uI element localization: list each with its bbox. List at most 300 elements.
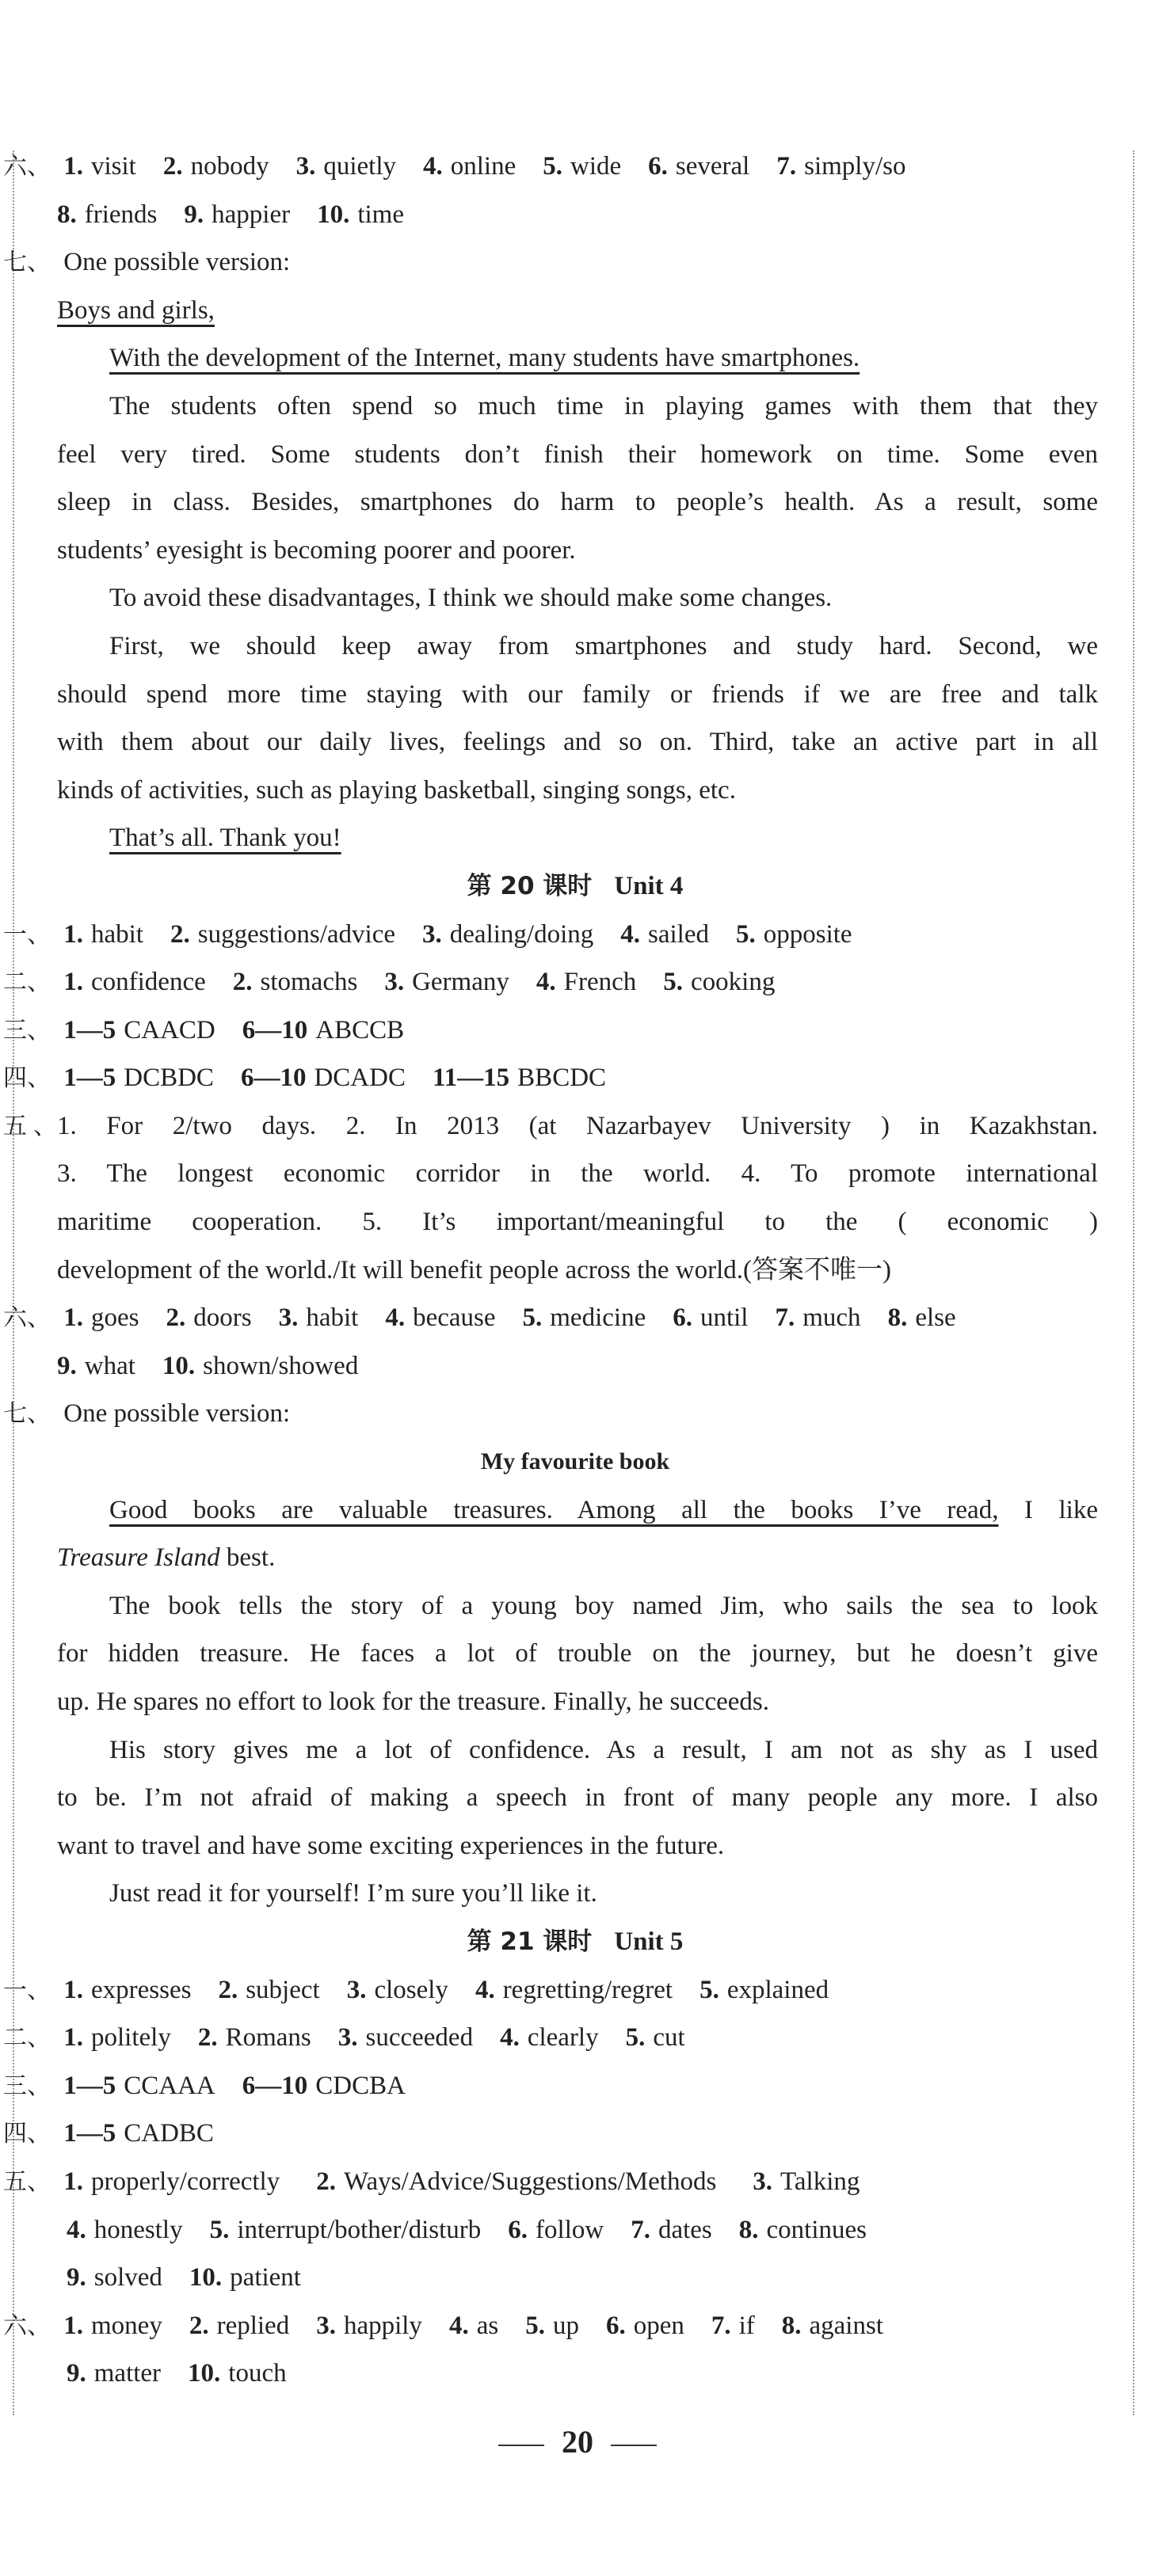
item-answer: simply/so — [804, 152, 906, 181]
section-mark: 一、 — [3, 1976, 51, 2004]
item-number: 4. — [500, 2023, 520, 2053]
item-number: 2. — [218, 1975, 238, 2004]
item-number: 6. — [508, 2215, 528, 2244]
item-answer: as — [476, 2311, 499, 2340]
item-number: 4. — [536, 968, 556, 997]
essay-line: The students often spend so much time in playing games with them that they — [109, 391, 1098, 420]
section-mark: 三、 — [3, 2072, 51, 2100]
item-number: 7. — [631, 2215, 650, 2244]
lesson20-section-three — [3, 1006, 1098, 1055]
essay-text: best. — [219, 1543, 276, 1573]
answer-item — [242, 1016, 404, 1044]
essay-line: sleep in class. Besides, smartphones do harm to people’s health. As a result, some — [57, 488, 1098, 517]
item-answer: several — [675, 152, 750, 181]
answer-item — [776, 152, 905, 181]
item-answer: closely — [374, 1975, 448, 2004]
lesson-label: 第 20 课时 — [467, 871, 593, 900]
item-number: 4. — [423, 152, 443, 181]
answer-item — [63, 920, 143, 949]
item-answer: properly/correctly — [91, 2167, 280, 2196]
item-answer: habit — [306, 1303, 359, 1333]
item-answer: Germany — [412, 968, 509, 997]
answer-item — [63, 2167, 280, 2196]
essay-closing — [52, 814, 1098, 862]
answer-item — [523, 1303, 646, 1332]
answer-item — [163, 152, 269, 181]
item-answer: solved — [93, 2263, 162, 2293]
answer-list — [63, 2167, 896, 2196]
section-mark: 四、 — [3, 2120, 51, 2148]
item-answer: doors — [193, 1303, 252, 1333]
item-number: 2. — [170, 919, 190, 949]
section-mark: 六、 — [3, 153, 51, 181]
answer-list — [57, 1352, 385, 1380]
answer-item — [699, 1976, 829, 2004]
lesson21-section-two — [3, 2014, 1098, 2062]
item-number: 8. — [887, 1303, 908, 1333]
item-answer: CAACD — [124, 1015, 215, 1044]
answer-item — [63, 152, 136, 181]
answer-list — [63, 968, 802, 996]
section-mark: 二、 — [3, 2024, 51, 2053]
answer-item — [67, 2263, 162, 2292]
answer-item — [739, 2216, 867, 2244]
answer-item — [673, 1303, 748, 1332]
answer-list — [63, 1016, 431, 1044]
answer-item — [242, 2072, 406, 2100]
answer-line: 3. The longest economic corridor in the world. 4. To promote international — [57, 1159, 1098, 1189]
item-answer: CCAAA — [124, 2071, 215, 2100]
item-answer: shown/showed — [203, 1351, 359, 1380]
essay-paragraph-3: To avoid these disadvantages, I think we should make some changes. — [109, 584, 833, 613]
answer-item — [338, 2023, 473, 2052]
item-answer: up — [552, 2311, 579, 2340]
essay-line: The book tells the story of a young boy named Jim, who sails the sea to look — [109, 1591, 1098, 1620]
answer-item — [422, 920, 593, 949]
answer-item — [170, 920, 395, 949]
item-answer: quietly — [323, 152, 397, 181]
item-number: 5. — [625, 2023, 646, 2053]
answer-item — [63, 1016, 215, 1044]
unit-label: Unit 4 — [614, 871, 684, 900]
item-answer: sailed — [648, 919, 709, 949]
answer-item — [433, 1064, 606, 1092]
answer-list — [63, 2119, 241, 2148]
answer-item — [525, 2312, 579, 2340]
answer-line — [3, 1102, 1098, 1151]
answer-list — [63, 920, 879, 949]
essay-line: His story gives me a lot of confidence. As a result, I am not as shy as I used — [109, 1735, 1098, 1764]
lesson20-section-six-line2 — [52, 1342, 1098, 1391]
answer-item — [218, 1976, 319, 2004]
item-number: 6. — [648, 152, 668, 181]
item-number: 6. — [605, 2311, 626, 2340]
item-answer: politely — [91, 2023, 171, 2053]
item-number: 2. — [197, 2023, 218, 2053]
essay-paragraph-3 — [52, 1726, 1098, 1870]
answer-item — [63, 1064, 214, 1092]
item-number: 4. — [475, 1975, 495, 2004]
lesson21-section-six-line1 — [3, 2302, 1098, 2350]
answer-item — [475, 1976, 673, 2004]
answer-item — [385, 1303, 495, 1332]
item-answer: suggestions/advice — [197, 919, 396, 949]
item-number: 1—5 — [63, 2071, 116, 2100]
essay-paragraph-4: Just read it for yourself! I’m sure you’ll like it. — [109, 1879, 597, 1908]
underlined-sentence: With the development of the Internet, many students have smartphones. — [109, 344, 860, 373]
item-number: 1. — [63, 919, 83, 949]
answer-line: maritime cooperation. 5. It’s important/meaningful to the ( economic ) — [57, 1208, 1098, 1237]
item-number: 1. — [63, 2167, 83, 2196]
footer-dash — [498, 2445, 544, 2446]
section-mark: 五、 — [3, 1112, 57, 1140]
answer-item — [606, 2312, 684, 2340]
answer-item — [63, 2312, 162, 2340]
item-answer: follow — [536, 2215, 604, 2244]
answer-list — [63, 1976, 856, 2004]
answer-list — [67, 2263, 328, 2292]
item-answer: opposite — [763, 919, 852, 949]
item-answer: confidence — [91, 968, 206, 997]
item-number: 3. — [753, 2167, 773, 2196]
item-answer: what — [84, 1351, 135, 1380]
answer-item — [782, 2312, 883, 2340]
essay-line: First, we should keep away from smartphones and study hard. Second, we — [109, 631, 1098, 660]
essay-line: students’ eyesight is becoming poorer and poorer. — [57, 535, 576, 565]
answer-list — [63, 152, 932, 181]
section-mark: 三、 — [3, 1016, 51, 1044]
item-number: 1. — [63, 2023, 83, 2053]
item-number: 5. — [522, 1303, 543, 1333]
essay-paragraph-1 — [52, 334, 1098, 382]
item-number: 1—5 — [63, 1015, 116, 1044]
item-answer: cooking — [691, 968, 776, 997]
item-number: 2. — [166, 1303, 186, 1333]
item-answer: dealing/doing — [449, 919, 594, 949]
essay-line: up. He spares no effort to look for the treasure. Finally, he succeeds. — [57, 1688, 769, 1716]
item-number: 3. — [295, 152, 316, 181]
answer-item — [736, 920, 852, 949]
answer-item — [711, 2312, 755, 2340]
answer-item — [279, 1303, 359, 1332]
unit-label: Unit 5 — [614, 1927, 684, 1956]
essay-line: feel very tired. Some students don’t finish their homework on time. Some even — [57, 439, 1098, 469]
section-seven-intro — [3, 238, 1098, 287]
item-number: 2. — [162, 152, 183, 181]
item-number: 10. — [162, 1351, 196, 1380]
item-answer: regretting/regret — [502, 1975, 673, 2004]
item-number: 10. — [317, 200, 350, 229]
item-number: 3. — [346, 1975, 367, 2004]
item-answer: dates — [658, 2215, 712, 2244]
item-number: 1. — [63, 152, 83, 181]
lesson21-section-four — [3, 2110, 1098, 2158]
answer-list — [57, 200, 431, 229]
item-number: 5. — [663, 968, 684, 997]
answer-content — [3, 143, 1098, 2398]
item-answer: habit — [91, 919, 143, 949]
item-number: 9. — [184, 200, 204, 229]
item-answer: against — [809, 2311, 883, 2340]
answer-item — [184, 200, 290, 229]
answer-item — [63, 2072, 215, 2100]
item-answer: explained — [726, 1975, 829, 2004]
answer-item — [500, 2023, 599, 2052]
item-number: 8. — [57, 200, 77, 229]
item-number: 9. — [67, 2263, 86, 2293]
lesson20-section-five — [3, 1102, 1098, 1294]
essay-greeting — [52, 287, 1098, 335]
lesson20-section-six-line1 — [3, 1294, 1098, 1342]
item-number: 1—5 — [63, 1064, 116, 1093]
right-margin-dotted-line — [1133, 150, 1134, 2415]
item-number: 6—10 — [242, 1015, 308, 1044]
section-mark: 五、 — [3, 2167, 51, 2196]
answer-item — [423, 152, 516, 181]
item-answer: patient — [230, 2263, 301, 2293]
answer-item — [296, 152, 396, 181]
item-number: 8. — [738, 2215, 759, 2244]
item-number: 3. — [278, 1303, 299, 1333]
answer-item — [775, 1303, 860, 1332]
item-answer: touch — [228, 2359, 287, 2388]
item-number: 1. — [63, 1303, 83, 1333]
section-mark: 一、 — [3, 920, 51, 949]
item-number: 5. — [735, 919, 756, 949]
item-answer: French — [563, 968, 637, 997]
answer-item — [631, 2216, 712, 2244]
underlined-sentence: Good books are valuable treasures. Among all the books I’ve read, — [109, 1495, 999, 1524]
item-number: 1. — [63, 968, 83, 997]
item-answer: replied — [216, 2311, 290, 2340]
item-answer: wide — [570, 152, 622, 181]
item-answer: BBCDC — [517, 1064, 607, 1093]
item-answer: ABCCB — [315, 1015, 405, 1044]
lesson21-section-five-line2 — [52, 2206, 1098, 2254]
footer-dash — [611, 2445, 657, 2446]
answer-list — [63, 2312, 910, 2340]
item-answer: else — [915, 1303, 956, 1333]
item-answer: money — [91, 2311, 162, 2340]
lesson21-section-six-line2 — [52, 2350, 1098, 2398]
page-number: 20 — [562, 2424, 593, 2460]
essay-intro: One possible version: — [63, 1399, 291, 1429]
essay-paragraph-2 — [52, 382, 1098, 574]
item-answer: interrupt/bother/disturb — [237, 2215, 482, 2244]
item-number: 9. — [67, 2359, 86, 2388]
answer-item — [63, 1303, 139, 1332]
item-answer: goes — [91, 1303, 139, 1333]
answer-item — [347, 1976, 448, 2004]
essay-paragraph-1 — [52, 1486, 1098, 1535]
item-number: 10. — [189, 2263, 223, 2293]
answer-line: development of the world./It will benefit people across the world.(答案不唯一) — [57, 1255, 891, 1284]
item-answer: CDCBA — [315, 2071, 406, 2100]
item-number: 5. — [209, 2215, 230, 2244]
item-answer: online — [450, 152, 517, 181]
item-number: 8. — [781, 2311, 802, 2340]
section-mark: 六、 — [3, 1304, 51, 1333]
item-number: 4. — [448, 2311, 469, 2340]
item-answer: happier — [212, 200, 291, 229]
answer-item — [449, 2312, 498, 2340]
section-mark: 七、 — [3, 249, 51, 277]
essay-line: should spend more time staying with our family or friends if we are free and talk — [57, 679, 1098, 709]
item-number: 10. — [188, 2359, 221, 2388]
answer-item — [67, 2216, 183, 2244]
item-answer: friends — [84, 200, 158, 229]
answer-item — [316, 2312, 422, 2340]
item-number: 5. — [699, 1975, 719, 2004]
item-answer: nobody — [190, 152, 269, 181]
section-mark: 六、 — [3, 2312, 51, 2340]
lesson-label: 第 21 课时 — [467, 1927, 593, 1956]
essay-line: to be. I’m not afraid of making a speech in front of many people any more. I also — [57, 1783, 1098, 1813]
answer-item — [620, 920, 709, 949]
essay-paragraph-1-end — [52, 1534, 1098, 1582]
item-answer: stomachs — [260, 968, 358, 997]
item-number: 4. — [620, 919, 640, 949]
answer-item — [198, 2023, 311, 2052]
answer-item — [663, 968, 775, 996]
item-answer: visit — [91, 152, 136, 181]
item-answer: DCADC — [314, 1064, 406, 1093]
lesson-20-heading — [52, 862, 1098, 911]
answer-item — [241, 1064, 406, 1092]
answer-list — [63, 2023, 711, 2052]
closing-text: That’s all. Thank you! — [109, 824, 341, 853]
item-answer: expresses — [91, 1975, 192, 2004]
answer-list — [63, 1064, 633, 1092]
lesson20-section-two — [3, 958, 1098, 1006]
item-answer: because — [413, 1303, 496, 1333]
item-answer: matter — [93, 2359, 162, 2388]
lesson21-section-five-line3 — [52, 2254, 1098, 2302]
answer-item — [626, 2023, 685, 2052]
item-number: 3. — [337, 2023, 358, 2053]
answer-item — [189, 2263, 301, 2292]
essay-line: with them about our daily lives, feelings and so on. Third, take an active part in all — [57, 728, 1098, 757]
page-number-footer — [0, 2423, 1155, 2460]
answer-item — [888, 1303, 956, 1332]
item-answer: if — [738, 2311, 755, 2340]
item-number: 4. — [385, 1303, 406, 1333]
answer-item — [67, 2359, 161, 2388]
essay-paragraph-2 — [52, 1582, 1098, 1726]
answer-item — [316, 2167, 716, 2196]
answer-list — [67, 2216, 894, 2244]
section-six-line1 — [3, 143, 1098, 191]
answer-item — [57, 1352, 135, 1380]
answer-item — [57, 200, 157, 229]
essay-line: for hidden treasure. He faces a lot of trouble on the journey, but he doesn’t give — [57, 1639, 1098, 1669]
item-number: 11—15 — [432, 1064, 510, 1093]
item-number: 1—5 — [63, 2119, 116, 2148]
essay-line: want to travel and have some exciting experiences in the future. — [57, 1831, 725, 1860]
answer-item — [63, 968, 206, 996]
answer-item — [189, 2312, 289, 2340]
item-answer: cut — [653, 2023, 685, 2053]
item-number: 1. — [63, 2311, 83, 2340]
item-number: 5. — [525, 2311, 545, 2340]
lesson20-section-one — [3, 911, 1098, 959]
item-number: 7. — [711, 2311, 731, 2340]
answer-item — [753, 2167, 860, 2196]
item-answer: open — [633, 2311, 684, 2340]
answer-item — [63, 2119, 214, 2148]
answer-item — [384, 968, 509, 996]
item-number: 7. — [776, 152, 797, 181]
item-number: 2. — [232, 968, 253, 997]
item-answer: CADBC — [124, 2119, 214, 2148]
lesson20-section-seven-intro — [3, 1390, 1098, 1438]
lesson21-section-one — [3, 1966, 1098, 2015]
item-answer: Talking — [780, 2167, 860, 2196]
item-number: 4. — [67, 2215, 86, 2244]
item-answer: Ways/Advice/Suggestions/Methods — [343, 2167, 717, 2196]
item-answer: until — [699, 1303, 749, 1333]
answer-list — [63, 1303, 982, 1332]
answer-item — [162, 1352, 358, 1380]
section-mark: 二、 — [3, 968, 51, 997]
item-number: 3. — [422, 919, 442, 949]
essay-intro: One possible version: — [63, 248, 291, 277]
answer-item — [536, 968, 636, 996]
answer-text: 1. For 2/two days. 2. In 2013 (at Nazarbayev University ) in Kazakhstan. — [57, 1111, 1098, 1140]
item-number: 7. — [775, 1303, 795, 1333]
item-answer: continues — [766, 2215, 867, 2244]
section-mark: 七、 — [3, 1400, 51, 1429]
book-title: Treasure Island — [57, 1543, 220, 1573]
item-answer: DCBDC — [124, 1064, 214, 1093]
item-answer: time — [357, 200, 404, 229]
item-answer: medicine — [550, 1303, 646, 1333]
item-number: 2. — [316, 2167, 336, 2196]
lesson-21-heading — [52, 1918, 1098, 1966]
item-answer: subject — [246, 1975, 320, 2004]
item-number: 6—10 — [240, 1064, 307, 1093]
answer-item — [63, 1976, 191, 2004]
answer-item — [210, 2216, 482, 2244]
item-number: 6. — [673, 1303, 692, 1333]
answer-item — [188, 2359, 287, 2388]
item-answer: Romans — [225, 2023, 311, 2053]
essay-paragraph-4 — [52, 622, 1098, 814]
answer-list — [63, 2072, 433, 2100]
answer-item — [166, 1303, 252, 1332]
essay-title: My favourite book — [480, 1448, 670, 1475]
answer-item — [508, 2216, 604, 2244]
section-mark: 四、 — [3, 1064, 51, 1093]
item-answer: honestly — [93, 2215, 183, 2244]
section-six-line2 — [52, 191, 1098, 239]
answer-item — [233, 968, 358, 996]
lesson21-section-three — [3, 2062, 1098, 2110]
item-number: 9. — [57, 1351, 77, 1380]
essay-line: kinds of activities, such as playing basketball, singing songs, etc. — [57, 775, 736, 805]
item-answer: much — [802, 1303, 861, 1333]
item-number: 3. — [316, 2311, 336, 2340]
item-number: 2. — [189, 2311, 209, 2340]
answer-item — [317, 200, 404, 229]
item-answer: clearly — [527, 2023, 599, 2053]
essay-text: I like — [998, 1495, 1098, 1524]
answer-list — [67, 2359, 314, 2388]
greeting-text: Boys and girls, — [57, 295, 215, 325]
item-answer: happily — [343, 2311, 422, 2340]
item-number: 3. — [384, 968, 405, 997]
item-answer: succeeded — [365, 2023, 474, 2053]
